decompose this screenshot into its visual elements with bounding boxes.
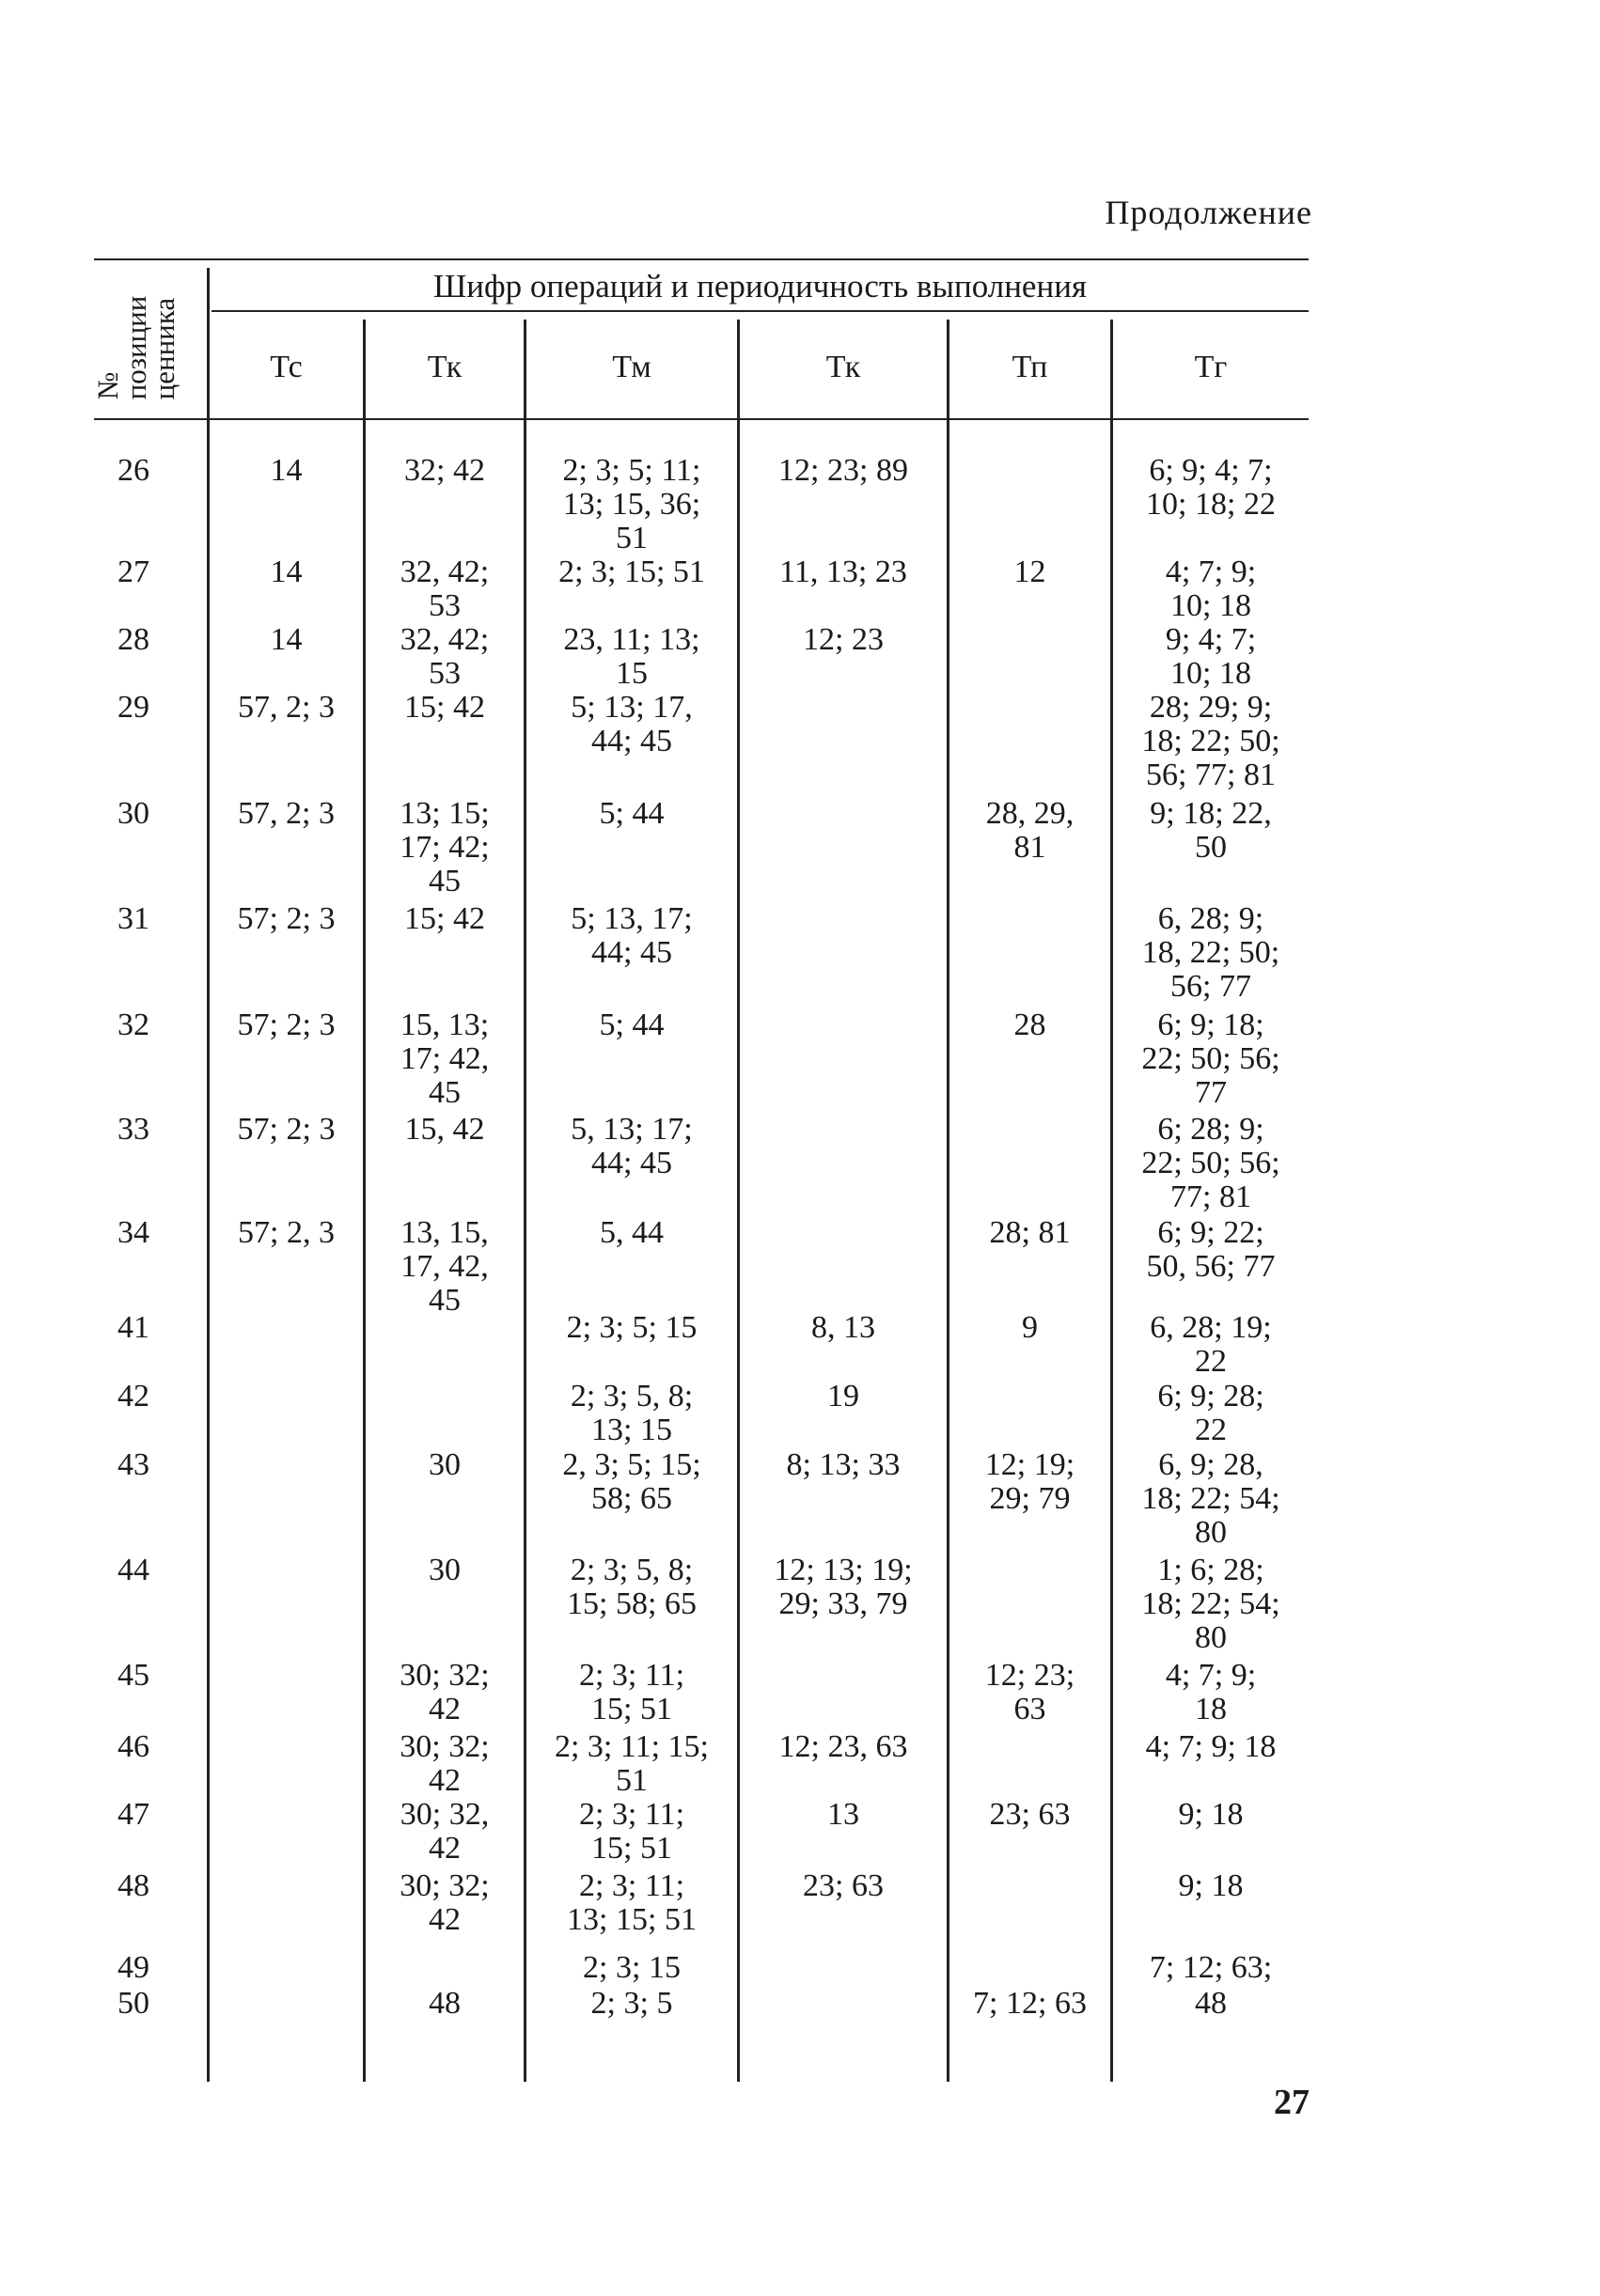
cell-tg: 9; 18	[1178, 1797, 1244, 1832]
cell-tk: 15; 42	[404, 901, 485, 936]
cell-tk: 48	[429, 1986, 461, 2021]
row-position-number: 43	[118, 1447, 149, 1482]
row-position-number: 48	[118, 1868, 149, 1903]
cell-tk2: 12; 23	[803, 622, 884, 657]
cell-tk: 13, 15, 17, 42, 45	[400, 1215, 489, 1318]
cell-tg: 7; 12; 63;	[1149, 1950, 1273, 1985]
row-position-number: 46	[118, 1729, 149, 1764]
cell-tk: 32; 42	[404, 453, 485, 488]
cell-tm: 2; 3; 5; 11; 13; 15, 36; 51	[562, 453, 701, 555]
cell-tk: 15; 42	[404, 690, 485, 725]
table-top-rule	[94, 258, 1309, 260]
cell-tm: 5; 13; 17, 44; 45	[571, 690, 693, 758]
cell-tk: 30	[429, 1447, 461, 1482]
cell-tp: 12	[1013, 554, 1046, 589]
position-column-heading: № позиции ценника	[91, 295, 180, 400]
cell-tm: 2; 3; 15; 51	[558, 554, 705, 589]
row-position-number: 50	[118, 1986, 149, 2021]
col-header-tk2: Тк	[825, 350, 861, 384]
cell-tk2: 23; 63	[803, 1868, 884, 1903]
cell-tg: 28; 29; 9; 18; 22; 50; 56; 77; 81	[1141, 690, 1280, 792]
cell-tc: 57; 2; 3	[237, 1112, 336, 1147]
cell-tp: 23; 63	[989, 1797, 1071, 1832]
cell-tm: 2, 3; 5; 15; 58; 65	[562, 1447, 701, 1516]
cell-tg: 4; 7; 9; 10; 18	[1165, 554, 1257, 623]
col-header-tc: Тс	[270, 350, 303, 384]
cell-tm: 23, 11; 13; 15	[563, 622, 700, 691]
cell-tm: 2; 3; 15	[583, 1950, 681, 1985]
cell-tk: 13; 15; 17; 42; 45	[400, 796, 490, 898]
col-header-tg: Тг	[1194, 350, 1228, 384]
cell-tk2: 12; 13; 19; 29; 33, 79	[774, 1553, 913, 1621]
cell-tm: 2; 3; 5, 8; 15; 58; 65	[567, 1553, 697, 1621]
group-heading: Шифр операций и периодичность выполнения	[432, 268, 1088, 305]
col-divider-1	[207, 268, 210, 2082]
row-position-number: 33	[118, 1112, 149, 1147]
cell-tp: 7; 12; 63	[973, 1986, 1087, 2021]
cell-tk: 30	[429, 1553, 461, 1587]
cell-tp: 28; 81	[989, 1215, 1071, 1250]
cell-tk: 32, 42; 53	[400, 554, 490, 623]
cell-tm: 2; 3; 11; 13; 15; 51	[567, 1868, 697, 1937]
row-position-number: 44	[118, 1553, 149, 1587]
cell-tc: 14	[270, 622, 303, 657]
col-header-tm: Тм	[612, 350, 651, 384]
page-title: Продолжение	[1105, 194, 1312, 231]
row-position-number: 32	[118, 1007, 149, 1042]
cell-tg: 4; 7; 9; 18	[1145, 1729, 1277, 1764]
cell-tg: 9; 18; 22, 50	[1150, 796, 1272, 865]
cell-tc: 57; 2; 3	[237, 901, 336, 936]
cell-tm: 2; 3; 11; 15; 51	[554, 1729, 710, 1798]
cell-tg: 6; 9; 18; 22; 50; 56; 77	[1141, 1007, 1280, 1110]
row-position-number: 27	[118, 554, 149, 589]
cell-tp: 28, 29, 81	[985, 796, 1075, 865]
cell-tg: 6, 28; 19; 22	[1150, 1310, 1272, 1379]
cell-tm: 5, 13; 17; 44; 45	[571, 1112, 693, 1180]
cell-tm: 2; 3; 5	[590, 1986, 673, 2021]
cell-tk2: 19	[827, 1379, 859, 1414]
cell-tk: 15, 13; 17; 42, 45	[400, 1007, 490, 1110]
cell-tp: 28	[1013, 1007, 1046, 1042]
cell-tk2: 11, 13; 23	[779, 554, 907, 589]
cell-tc: 57, 2; 3	[238, 690, 335, 725]
row-position-number: 26	[118, 453, 149, 488]
row-position-number: 29	[118, 690, 149, 725]
row-position-number: 42	[118, 1379, 149, 1414]
col-header-tp: Тп	[1012, 350, 1048, 384]
cell-tg: 4; 7; 9; 18	[1165, 1658, 1257, 1726]
cell-tk: 32, 42; 53	[400, 622, 490, 691]
cell-tg: 6; 9; 4; 7; 10; 18; 22	[1146, 453, 1276, 522]
cell-tp: 9	[1022, 1310, 1038, 1345]
cell-tk2: 12; 23; 89	[778, 453, 908, 488]
row-position-number: 31	[118, 901, 149, 936]
cell-tk2: 13	[827, 1797, 859, 1832]
row-position-number: 41	[118, 1310, 149, 1345]
cell-tg: 48	[1195, 1986, 1227, 2021]
row-position-number: 34	[118, 1215, 149, 1250]
cell-tk2: 12; 23, 63	[778, 1729, 908, 1764]
cell-tg: 6; 9; 28; 22	[1157, 1379, 1264, 1447]
row-position-number: 30	[118, 796, 149, 831]
cell-tg: 6; 9; 22; 50, 56; 77	[1146, 1215, 1276, 1284]
cell-tc: 57, 2; 3	[238, 796, 335, 831]
cell-tm: 2; 3; 11; 15; 51	[578, 1658, 685, 1726]
cell-tc: 14	[270, 453, 303, 488]
cell-tk: 30; 32; 42	[400, 1868, 490, 1937]
cell-tp: 12; 23; 63	[984, 1658, 1075, 1726]
cell-tm: 2; 3; 11; 15; 51	[578, 1797, 685, 1866]
row-position-number: 45	[118, 1658, 149, 1693]
cell-tm: 2; 3; 5, 8; 13; 15	[570, 1379, 694, 1447]
cell-tk: 30; 32, 42	[400, 1797, 490, 1866]
cell-tg: 6, 9; 28, 18; 22; 54; 80	[1141, 1447, 1280, 1550]
row-position-number: 49	[118, 1950, 149, 1985]
row-position-number: 28	[118, 622, 149, 657]
header-bottom-rule	[94, 418, 1309, 420]
cell-tk: 30; 32; 42	[400, 1729, 490, 1798]
row-position-number: 47	[118, 1797, 149, 1832]
cell-tc: 57; 2; 3	[237, 1007, 336, 1042]
cell-tc: 14	[270, 554, 303, 589]
cell-tg: 9; 18	[1178, 1868, 1244, 1903]
group-heading-rule	[212, 310, 1309, 312]
cell-tm: 5, 44	[600, 1215, 664, 1250]
cell-tm: 5; 13, 17; 44; 45	[571, 901, 693, 970]
cell-tk2: 8, 13	[811, 1310, 875, 1345]
page-number: 27	[1274, 2083, 1310, 2122]
cell-tk: 15, 42	[404, 1112, 485, 1147]
cell-tk: 30; 32; 42	[400, 1658, 490, 1726]
cell-tm: 2; 3; 5; 15	[566, 1310, 698, 1345]
cell-tg: 1; 6; 28; 18; 22; 54; 80	[1141, 1553, 1280, 1655]
cell-tp: 12; 19; 29; 79	[984, 1447, 1075, 1516]
cell-tg: 6; 28; 9; 22; 50; 56; 77; 81	[1141, 1112, 1280, 1214]
cell-tm: 5; 44	[599, 1007, 665, 1042]
cell-tm: 5; 44	[599, 796, 665, 831]
cell-tg: 6, 28; 9; 18, 22; 50; 56; 77	[1141, 901, 1280, 1004]
cell-tg: 9; 4; 7; 10; 18	[1165, 622, 1257, 691]
cell-tc: 57; 2, 3	[238, 1215, 335, 1250]
cell-tk2: 8; 13; 33	[786, 1447, 901, 1482]
col-header-tk: Тк	[427, 350, 463, 384]
